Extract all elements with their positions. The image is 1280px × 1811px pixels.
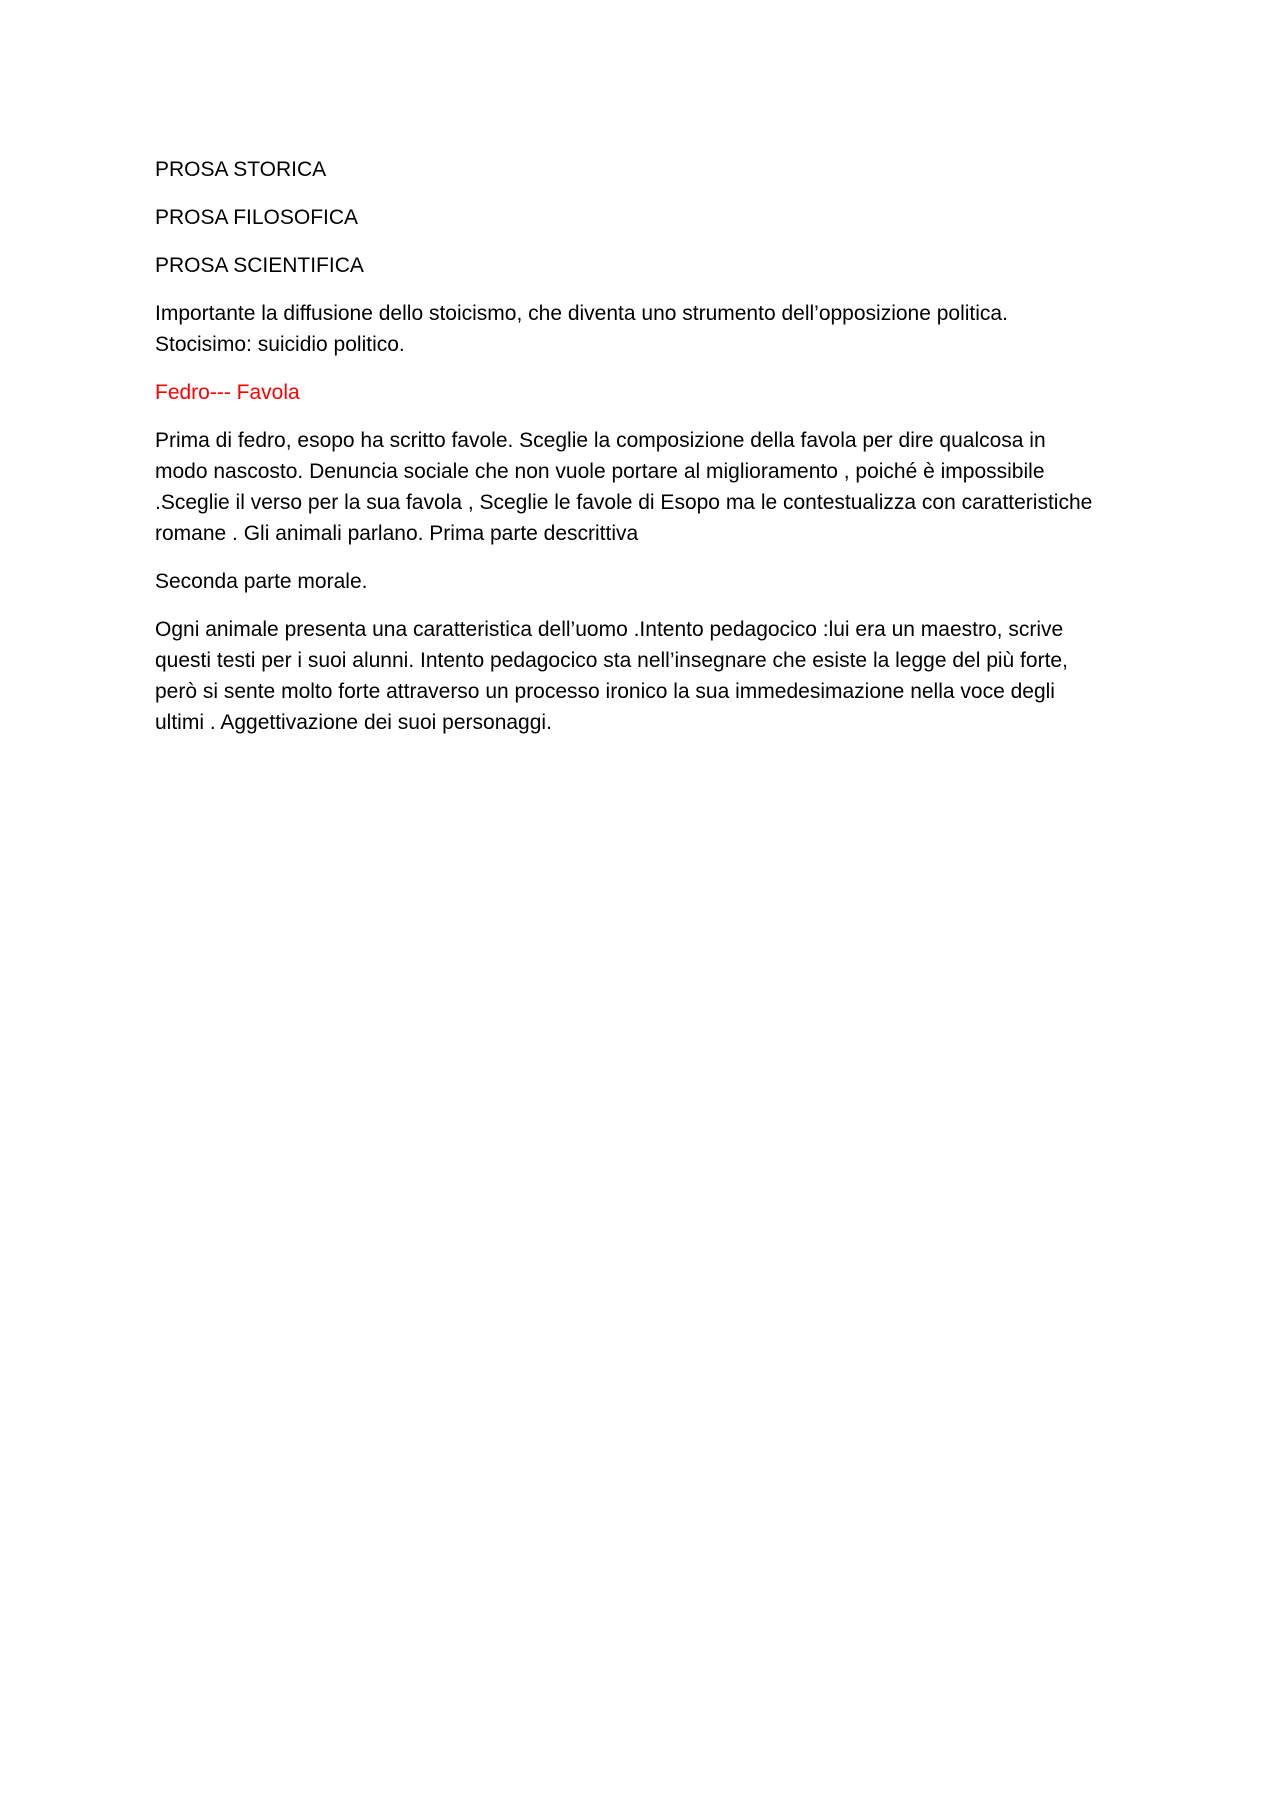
heading-prosa-storica [155,154,1115,185]
paragraph-stoicism [155,298,1115,360]
paragraph-line: Prima di fedro, esopo ha scritto favole. Sceglie la composizione della favola per dire qualcosa in [155,429,1046,452]
paragraph-line: romane . Gli animali parlano. Prima parte descrittiva [155,522,639,545]
paragraph-second-part [155,566,1115,597]
paragraph-fedro-intro [155,425,1115,549]
heading-text: PROSA STORICA [155,158,327,181]
paragraph-line: questi testi per i suoi alunni. Intento pedagocico sta nell’insegnare che esiste la legge del più forte, [155,649,1068,672]
section-title-text: Fedro--- Favola [155,381,300,404]
paragraph-animals [155,614,1115,738]
section-title-fedro [155,377,1115,408]
heading-prosa-filosofica [155,202,1115,233]
heading-text: PROSA SCIENTIFICA [155,254,364,277]
document-body [155,154,1115,755]
paragraph-line: modo nascosto. Denuncia sociale che non vuole portare al miglioramento , poiché è impossibile [155,460,1045,483]
paragraph-line: Seconda parte morale. [155,570,368,593]
paragraph-line: ultimi . Aggettivazione dei suoi personaggi. [155,711,552,734]
paragraph-line: Ogni animale presenta una caratteristica dell’uomo .Intento pedagocico :lui era un maestro, scrive [155,618,1064,641]
heading-text: PROSA FILOSOFICA [155,206,359,229]
heading-prosa-scientifica [155,250,1115,281]
paragraph-line: .Sceglie il verso per la sua favola , Sceglie le favole di Esopo ma le contestualizza con caratteristiche [155,491,1093,514]
paragraph-line: però si sente molto forte attraverso un processo ironico la sua immedesimazione nella voce degli [155,680,1055,703]
paragraph-line: Stocisimo: suicidio politico. [155,333,405,356]
paragraph-line: Importante la diffusione dello stoicismo, che diventa uno strumento dell’opposizione politica. [155,302,1008,325]
